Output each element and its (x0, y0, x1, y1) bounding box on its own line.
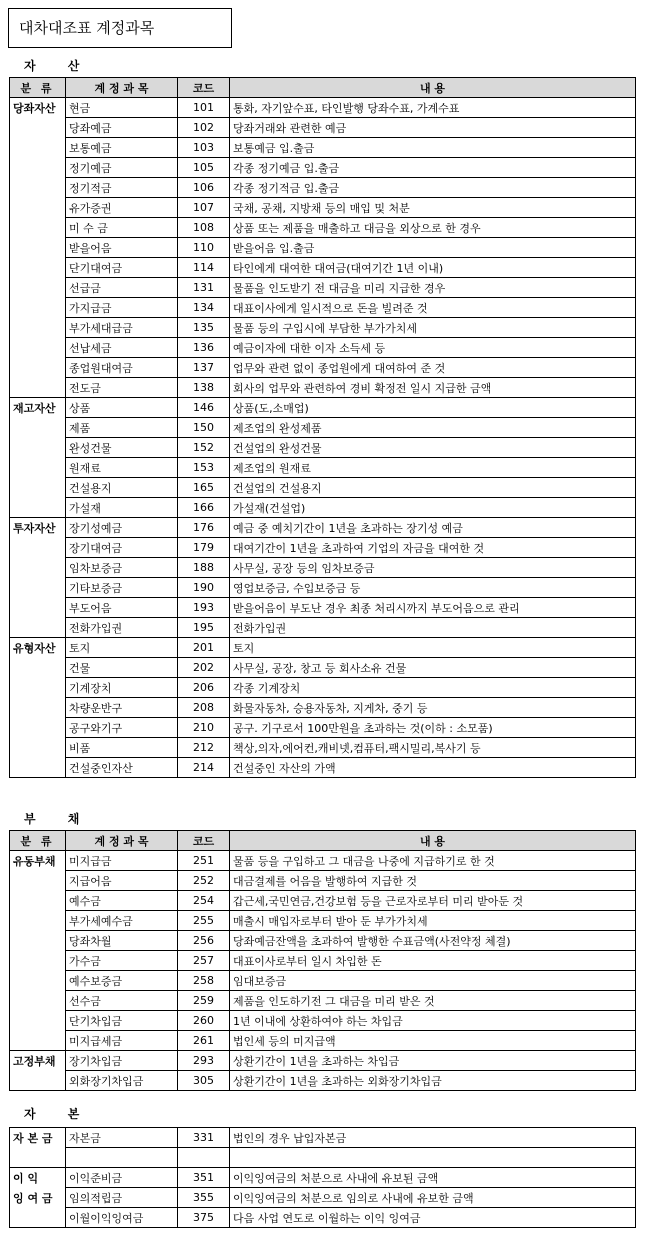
account-code: 259 (178, 991, 230, 1011)
account-name: 정기예금 (66, 158, 178, 178)
account-name: 부가세예수금 (66, 911, 178, 931)
table-header-row (10, 78, 636, 98)
account-description: 제품을 인도하기전 그 대금을 미리 받은 것 (230, 991, 636, 1011)
account-code: 351 (178, 1168, 230, 1188)
category-cell (10, 178, 66, 198)
account-description: 임대보증금 (230, 971, 636, 991)
table-row (10, 258, 636, 278)
header-account: 계 정 과 목 (66, 831, 178, 851)
account-description: 회사의 업무와 관련하여 경비 확정전 일시 지급한 금액 (230, 378, 636, 398)
table-row (10, 318, 636, 338)
account-name: 임의적립금 (66, 1188, 178, 1208)
account-code: 165 (178, 478, 230, 498)
table-row (10, 1051, 636, 1071)
account-code: 255 (178, 911, 230, 931)
account-name: 받을어음 (66, 238, 178, 258)
account-name: 차량운반구 (66, 698, 178, 718)
category-label: 당좌자산 (10, 98, 66, 118)
table-row (10, 618, 636, 638)
account-description: 건설업의 건설용지 (230, 478, 636, 498)
account-name: 건물 (66, 658, 178, 678)
account-name: 건설용지 (66, 478, 178, 498)
account-description: 받을어음이 부도난 경우 최종 처리시까지 부도어음으로 관리 (230, 598, 636, 618)
account-code: 131 (178, 278, 230, 298)
account-code: 195 (178, 618, 230, 638)
table-row (10, 278, 636, 298)
account-name: 미 수 금 (66, 218, 178, 238)
account-code: 153 (178, 458, 230, 478)
table-row (10, 871, 636, 891)
category-label: 재고자산 (10, 398, 66, 418)
category-label: 투자자산 (10, 518, 66, 538)
account-description: 보통예금 입.출금 (230, 138, 636, 158)
account-name: 예수보증금 (66, 971, 178, 991)
table-row (10, 678, 636, 698)
account-name: 외화장기차입금 (66, 1071, 178, 1091)
account-code: 305 (178, 1071, 230, 1091)
account-code: 212 (178, 738, 230, 758)
table-row (10, 1071, 636, 1091)
account-name: 보통예금 (66, 138, 178, 158)
account-description: 대표이사로부터 일시 차입한 돈 (230, 951, 636, 971)
account-description: 각종 정기적금 입.출금 (230, 178, 636, 198)
liabilities-table (9, 830, 636, 1091)
account-code: 137 (178, 358, 230, 378)
account-description: 사무실, 공장 등의 임차보증금 (230, 558, 636, 578)
account-name: 단기대여금 (66, 258, 178, 278)
category-cell (10, 738, 66, 758)
category-cell (10, 871, 66, 891)
account-code: 179 (178, 538, 230, 558)
category-cell (10, 598, 66, 618)
account-description: 예금이자에 대한 이자 소득세 등 (230, 338, 636, 358)
table-row (10, 178, 636, 198)
account-code: 201 (178, 638, 230, 658)
table-row (10, 971, 636, 991)
account-name: 종업원대여금 (66, 358, 178, 378)
category-cell (10, 238, 66, 258)
category-cell (10, 298, 66, 318)
table-row (10, 558, 636, 578)
table-row (10, 418, 636, 438)
account-code: 190 (178, 578, 230, 598)
account-code: 202 (178, 658, 230, 678)
account-description (230, 1148, 636, 1168)
account-code: 102 (178, 118, 230, 138)
account-description: 토지 (230, 638, 636, 658)
account-code: 256 (178, 931, 230, 951)
table-row (10, 218, 636, 238)
account-description: 책상,의자,에어컨,캐비넷,컴퓨터,팩시밀리,복사기 등 (230, 738, 636, 758)
account-code: 114 (178, 258, 230, 278)
account-code: 254 (178, 891, 230, 911)
category-cell (10, 678, 66, 698)
table-row (10, 1188, 636, 1208)
account-code: 150 (178, 418, 230, 438)
category-cell (10, 1071, 66, 1091)
account-name: 상품 (66, 398, 178, 418)
account-name: 가수금 (66, 951, 178, 971)
account-description: 통화, 자기앞수표, 타인발행 당좌수표, 가계수표 (230, 98, 636, 118)
account-code: 208 (178, 698, 230, 718)
table-row (10, 718, 636, 738)
category-cell (10, 138, 66, 158)
table-row (10, 1208, 636, 1228)
table-row (10, 951, 636, 971)
account-code: 210 (178, 718, 230, 738)
account-description: 상환기간이 1년을 초과하는 외화장기차입금 (230, 1071, 636, 1091)
table-row (10, 911, 636, 931)
category-cell (10, 758, 66, 778)
category-cell (10, 698, 66, 718)
category-cell (10, 618, 66, 638)
account-description: 제조업의 원재료 (230, 458, 636, 478)
category-cell (10, 418, 66, 438)
account-code: 252 (178, 871, 230, 891)
account-description: 상환기간이 1년을 초과하는 차입금 (230, 1051, 636, 1071)
account-name: 당좌예금 (66, 118, 178, 138)
table-row (10, 338, 636, 358)
account-description: 물품 등을 구입하고 그 대금을 나중에 지급하기로 한 것 (230, 851, 636, 871)
header-code: 코드 (178, 831, 230, 851)
account-name: 장기성예금 (66, 518, 178, 538)
table-row (10, 498, 636, 518)
account-name: 자본금 (66, 1128, 178, 1148)
account-name: 선급금 (66, 278, 178, 298)
account-description: 화물자동차, 승용자동차, 지게차, 중기 등 (230, 698, 636, 718)
category-cell (10, 278, 66, 298)
account-description: 매출시 매입자로부터 받아 둔 부가가치세 (230, 911, 636, 931)
account-name: 제품 (66, 418, 178, 438)
category-cell (10, 118, 66, 138)
account-code: 260 (178, 1011, 230, 1031)
account-code: 293 (178, 1051, 230, 1071)
account-name: 미지급금 (66, 851, 178, 871)
category-cell (10, 891, 66, 911)
table-row (10, 518, 636, 538)
table-row (10, 1148, 636, 1168)
account-name: 가설재 (66, 498, 178, 518)
account-name: 원재료 (66, 458, 178, 478)
account-description: 각종 기계장치 (230, 678, 636, 698)
table-row (10, 638, 636, 658)
category-cell (10, 458, 66, 478)
account-name: 지급어음 (66, 871, 178, 891)
table-row (10, 138, 636, 158)
table-row (10, 738, 636, 758)
account-description: 영업보증금, 수입보증금 등 (230, 578, 636, 598)
account-name: 완성건물 (66, 438, 178, 458)
account-description: 제조업의 완성제품 (230, 418, 636, 438)
account-name: 비품 (66, 738, 178, 758)
table-row (10, 438, 636, 458)
header-category: 분 류 (10, 831, 66, 851)
account-code: 193 (178, 598, 230, 618)
table-row (10, 1031, 636, 1051)
account-code: 261 (178, 1031, 230, 1051)
account-name: 가지급금 (66, 298, 178, 318)
liabilities-section-title: 부 채 (24, 812, 94, 826)
account-description: 전화가입권 (230, 618, 636, 638)
account-description: 업무와 관련 없이 종업원에게 대여하여 준 것 (230, 358, 636, 378)
table-row (10, 1011, 636, 1031)
account-description: 국채, 공채, 지방채 등의 매입 및 처분 (230, 198, 636, 218)
account-code: 251 (178, 851, 230, 871)
account-code: 134 (178, 298, 230, 318)
account-description: 당좌예금잔액을 초과하여 발행한 수표금액(사전약정 체결) (230, 931, 636, 951)
category-label: 잉 여 금 (10, 1188, 66, 1208)
account-description: 사무실, 공장, 창고 등 회사소유 건물 (230, 658, 636, 678)
table-row (10, 598, 636, 618)
account-code: 166 (178, 498, 230, 518)
category-cell (10, 718, 66, 738)
category-cell (10, 991, 66, 1011)
category-cell (10, 438, 66, 458)
table-row (10, 98, 636, 118)
account-name: 토지 (66, 638, 178, 658)
header-code: 코드 (178, 78, 230, 98)
category-cell (10, 931, 66, 951)
account-description: 공구. 기구로서 100만원을 초과하는 것(이하 : 소모품) (230, 718, 636, 738)
table-row (10, 398, 636, 418)
account-code: 135 (178, 318, 230, 338)
account-name: 단기차입금 (66, 1011, 178, 1031)
account-description: 당좌거래와 관련한 예금 (230, 118, 636, 138)
account-description: 법인의 경우 납입자본금 (230, 1128, 636, 1148)
category-cell (10, 1031, 66, 1051)
table-row (10, 991, 636, 1011)
category-label: 유형자산 (10, 638, 66, 658)
table-row (10, 578, 636, 598)
account-code: 106 (178, 178, 230, 198)
account-name: 전도금 (66, 378, 178, 398)
account-name: 현금 (66, 98, 178, 118)
account-code: 152 (178, 438, 230, 458)
table-row (10, 891, 636, 911)
account-name: 유가증권 (66, 198, 178, 218)
category-cell (10, 1011, 66, 1031)
account-code: 355 (178, 1188, 230, 1208)
header-description: 내 용 (230, 78, 636, 98)
table-row (10, 198, 636, 218)
header-description: 내 용 (230, 831, 636, 851)
account-code: 258 (178, 971, 230, 991)
category-cell (10, 338, 66, 358)
category-cell (10, 258, 66, 278)
account-code: 136 (178, 338, 230, 358)
category-label: 유동부채 (10, 851, 66, 871)
account-description: 1년 이내에 상환하여야 하는 차입금 (230, 1011, 636, 1031)
table-row (10, 238, 636, 258)
account-code: 188 (178, 558, 230, 578)
assets-section-title: 자 산 (24, 59, 94, 73)
account-description: 상품 또는 제품을 매출하고 대금을 외상으로 한 경우 (230, 218, 636, 238)
category-cell (10, 158, 66, 178)
category-cell (10, 1208, 66, 1228)
category-cell (10, 971, 66, 991)
account-code: 257 (178, 951, 230, 971)
account-description: 법인세 등의 미지급액 (230, 1031, 636, 1051)
account-code (178, 1148, 230, 1168)
account-name: 미지급세금 (66, 1031, 178, 1051)
category-cell (10, 911, 66, 931)
account-code: 105 (178, 158, 230, 178)
table-row (10, 158, 636, 178)
account-description: 대여기간이 1년을 초과하여 기업의 자금을 대여한 것 (230, 538, 636, 558)
table-row (10, 758, 636, 778)
account-name: 전화가입권 (66, 618, 178, 638)
category-cell (10, 1148, 66, 1168)
account-name: 기계장치 (66, 678, 178, 698)
category-cell (10, 218, 66, 238)
account-description: 이익잉여금의 처분으로 임의로 사내에 유보한 금액 (230, 1188, 636, 1208)
account-code: 103 (178, 138, 230, 158)
table-row (10, 458, 636, 478)
table-row (10, 698, 636, 718)
account-description: 각종 정기예금 입.출금 (230, 158, 636, 178)
table-row (10, 298, 636, 318)
account-name: 이익준비금 (66, 1168, 178, 1188)
table-row (10, 378, 636, 398)
category-cell (10, 498, 66, 518)
account-description: 타인에게 대여한 대여금(대여기간 1년 이내) (230, 258, 636, 278)
account-description: 예금 중 예치기간이 1년을 초과하는 장기성 예금 (230, 518, 636, 538)
category-cell (10, 658, 66, 678)
capital-table (9, 1127, 636, 1228)
table-row (10, 931, 636, 951)
category-cell (10, 318, 66, 338)
header-category: 분 류 (10, 78, 66, 98)
account-name (66, 1148, 178, 1168)
category-cell (10, 538, 66, 558)
account-description: 건설업의 완성건물 (230, 438, 636, 458)
table-row (10, 118, 636, 138)
account-name: 장기대여금 (66, 538, 178, 558)
account-description: 상품(도,소매업) (230, 398, 636, 418)
table-row (10, 658, 636, 678)
account-code: 331 (178, 1128, 230, 1148)
category-label: 자 본 금 (10, 1128, 66, 1148)
account-code: 375 (178, 1208, 230, 1228)
account-name: 장기차입금 (66, 1051, 178, 1071)
account-name: 선납세금 (66, 338, 178, 358)
category-cell (10, 478, 66, 498)
capital-section-title: 자 본 (24, 1107, 94, 1121)
account-code: 138 (178, 378, 230, 398)
account-name: 선수금 (66, 991, 178, 1011)
account-description: 이익잉여금의 처분으로 사내에 유보된 금액 (230, 1168, 636, 1188)
header-account: 계 정 과 목 (66, 78, 178, 98)
account-name: 공구와기구 (66, 718, 178, 738)
table-row (10, 478, 636, 498)
table-row (10, 358, 636, 378)
account-name: 임차보증금 (66, 558, 178, 578)
account-code: 108 (178, 218, 230, 238)
category-cell (10, 198, 66, 218)
table-row (10, 1168, 636, 1188)
category-label: 이 익 (10, 1168, 66, 1188)
table-header-row (10, 831, 636, 851)
account-description: 대표이사에게 일시적으로 돈을 빌려준 것 (230, 298, 636, 318)
page-title: 대차대조표 계정과목 (8, 8, 232, 48)
account-name: 정기적금 (66, 178, 178, 198)
category-cell (10, 578, 66, 598)
table-row (10, 851, 636, 871)
category-cell (10, 358, 66, 378)
category-cell (10, 558, 66, 578)
account-code: 176 (178, 518, 230, 538)
account-name: 부가세대급금 (66, 318, 178, 338)
account-code: 146 (178, 398, 230, 418)
category-label: 고정부채 (10, 1051, 66, 1071)
account-code: 214 (178, 758, 230, 778)
account-description: 물품을 인도받기 전 대금을 미리 지급한 경우 (230, 278, 636, 298)
account-description: 가설재(건설업) (230, 498, 636, 518)
account-name: 건설중인자산 (66, 758, 178, 778)
account-name: 당좌차월 (66, 931, 178, 951)
table-row (10, 538, 636, 558)
account-code: 110 (178, 238, 230, 258)
account-name: 기타보증금 (66, 578, 178, 598)
account-name: 부도어음 (66, 598, 178, 618)
account-description: 갑근세,국민연금,건강보험 등을 근로자로부터 미리 받아둔 것 (230, 891, 636, 911)
account-name: 예수금 (66, 891, 178, 911)
account-code: 206 (178, 678, 230, 698)
account-description: 대금결제를 어음을 발행하여 지급한 것 (230, 871, 636, 891)
category-cell (10, 951, 66, 971)
account-code: 107 (178, 198, 230, 218)
category-cell (10, 378, 66, 398)
account-description: 물품 등의 구입시에 부담한 부가가치세 (230, 318, 636, 338)
account-code: 101 (178, 98, 230, 118)
account-name: 이월이익잉여금 (66, 1208, 178, 1228)
table-row (10, 1128, 636, 1148)
account-description: 건설중인 자산의 가액 (230, 758, 636, 778)
account-description: 받을어음 입.출금 (230, 238, 636, 258)
assets-table (9, 77, 636, 778)
account-description: 다음 사업 연도로 이월하는 이익 잉여금 (230, 1208, 636, 1228)
